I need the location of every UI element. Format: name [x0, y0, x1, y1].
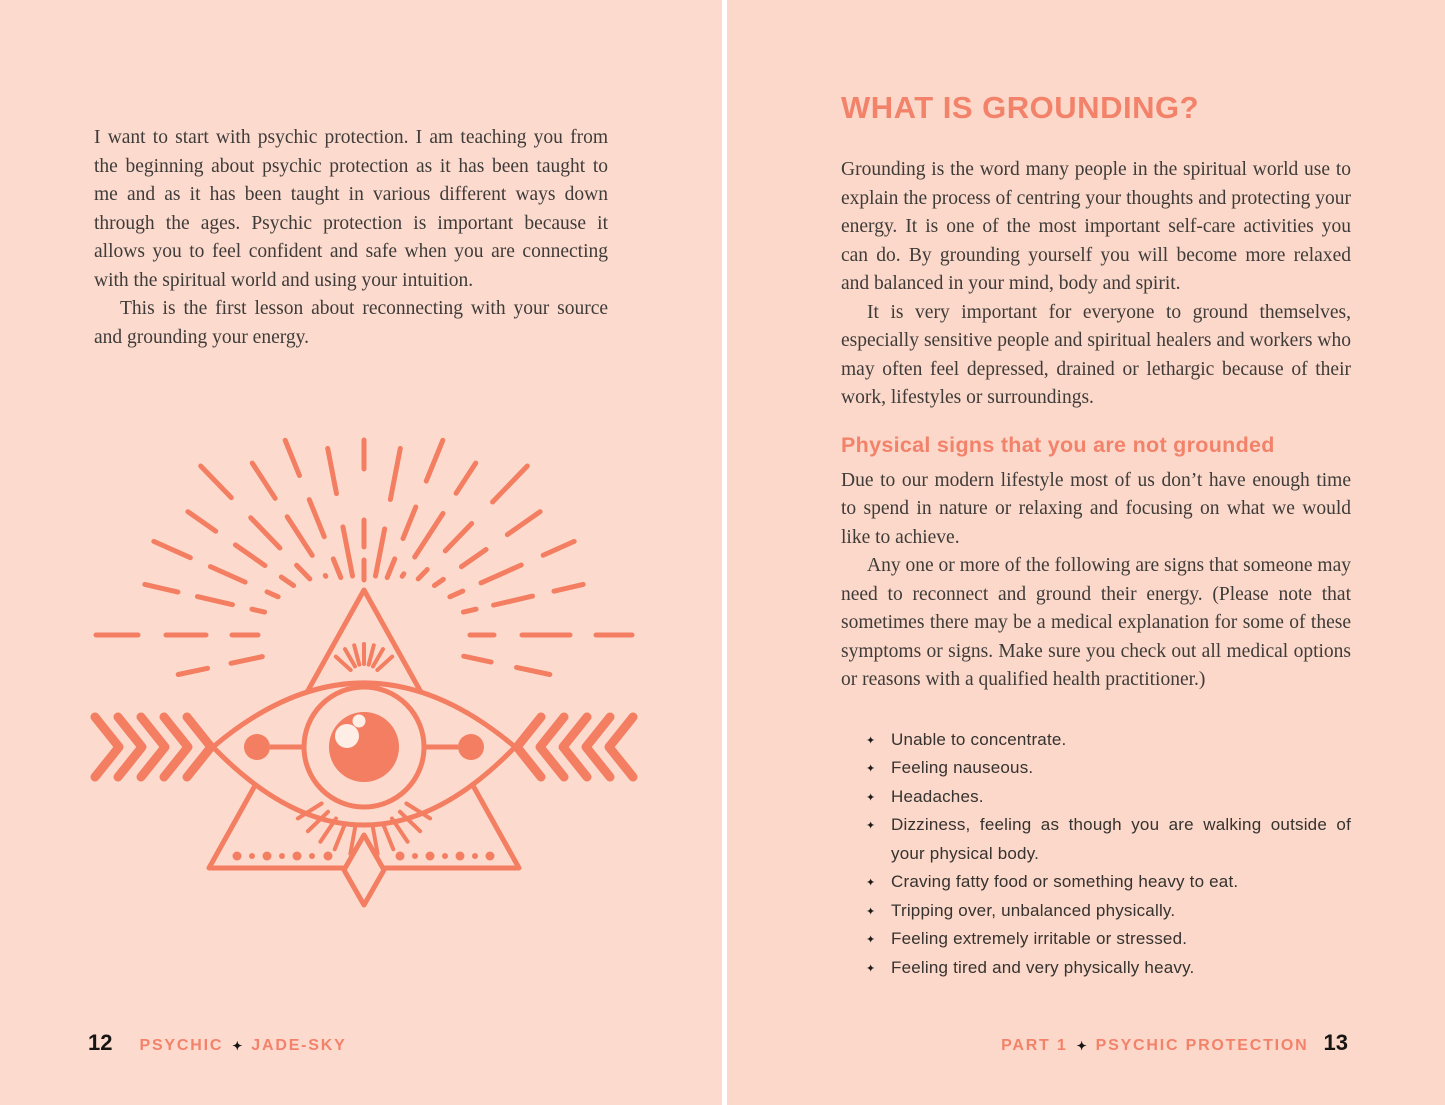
page-right	[727, 0, 1445, 1105]
list-item	[841, 897, 1351, 926]
sunburst-rays	[96, 440, 632, 675]
star-bullet-icon: ✦	[866, 820, 876, 832]
pupil-highlight-large	[335, 724, 359, 748]
paragraph: Grounding is the word many people in the spiritual world use to explain the process of centring your thoughts and protecting your energy. It is one of the most important self-care activities you can do. By grounding yourself you will become more relaxed and balanced in your mind, body and spirit.	[841, 159, 1351, 294]
list-item-text: Headaches.	[891, 786, 984, 806]
star-bullet-icon: ✦	[866, 877, 876, 889]
star-bullet-icon: ✦	[866, 791, 876, 804]
list-item	[841, 925, 1351, 954]
list-item	[841, 811, 1351, 868]
star-separator-icon: ✦	[232, 1039, 243, 1053]
right-text-block	[841, 0, 1351, 982]
list-item-text: Feeling extremely irritable or stressed.	[891, 929, 1188, 948]
star-bullet-icon: ✦	[866, 934, 876, 946]
book-title: PSYCHIC	[139, 1037, 224, 1054]
paragraph: I want to start with psychic protection. I am teaching you from the beginning about psychic protection as it has been taught to me and as it has been taught in various different ways down through the ages. Psychic protection is important because it allows you to feel confident and safe when you are connecting with the spiritual world and using your intuition.	[94, 127, 608, 291]
list-item-text: Tripping over, unbalanced physically.	[891, 900, 1176, 920]
running-title	[139, 1037, 346, 1055]
page-number: 12	[88, 1030, 113, 1055]
star-bullet-icon: ✦	[866, 905, 876, 918]
list-item-text: Unable to concentrate.	[891, 729, 1067, 749]
star-bullet-icon: ✦	[866, 962, 876, 975]
paragraph: This is the first lesson about reconnecting with your source and grounding your energy.	[94, 298, 608, 348]
list-item-text: Feeling nauseous.	[891, 758, 1034, 777]
apex-ticks	[336, 644, 392, 670]
side-dot-right	[458, 734, 484, 760]
list-item-text: Dizziness, feeling as though you are walking outside of your physical body.	[891, 815, 1351, 863]
section-heading: WHAT IS GROUNDING?	[841, 90, 1200, 125]
star-bullet-icon: ✦	[866, 734, 876, 747]
pupil-highlight-small	[353, 715, 366, 728]
paragraph: Due to our modern lifestyle most of us don’t have enough time to spend in nature or relaxing and focusing on what we would like to achieve.	[841, 469, 1351, 548]
page-left	[0, 0, 722, 1105]
author-name: JADE-SKY	[251, 1037, 347, 1054]
star-separator-icon: ✦	[1076, 1039, 1087, 1053]
right-page-footer	[1001, 1030, 1348, 1056]
left-page-footer	[88, 1030, 347, 1056]
running-title	[1001, 1037, 1308, 1055]
page-number: 13	[1323, 1030, 1348, 1055]
list-item	[841, 783, 1351, 812]
list-item	[841, 754, 1351, 783]
section-label: PSYCHIC PROTECTION	[1095, 1037, 1309, 1054]
side-dot-left	[244, 734, 270, 760]
all-seeing-eye-illustration	[85, 430, 645, 935]
paragraph: Any one or more of the following are signs that someone may need to reconnect and ground their energy. (Please note that sometimes there may be a medical explanation for some of these symptoms or signs. Make sure you check out all medical options or reasons with a qualified health practitioner.)	[841, 555, 1351, 690]
chevrons-right	[517, 717, 633, 777]
left-text-block	[94, 124, 608, 352]
list-item	[841, 726, 1351, 755]
chevrons-left	[95, 717, 211, 777]
symptoms-list	[841, 726, 1351, 983]
list-item-text: Craving fatty food or something heavy to eat.	[891, 872, 1239, 891]
paragraph: It is very important for everyone to ground themselves, especially sensitive people and spiritual healers and workers who may often feel depressed, drained or lethargic because of their work, lifestyles or surroundings.	[841, 301, 1351, 408]
list-item-text: Feeling tired and very physically heavy.	[891, 957, 1195, 977]
list-item	[841, 954, 1351, 983]
star-bullet-icon: ✦	[866, 763, 876, 775]
subheading: Physical signs that you are not grounded	[841, 432, 1275, 457]
part-label: PART 1	[1001, 1037, 1068, 1054]
list-item	[841, 868, 1351, 897]
